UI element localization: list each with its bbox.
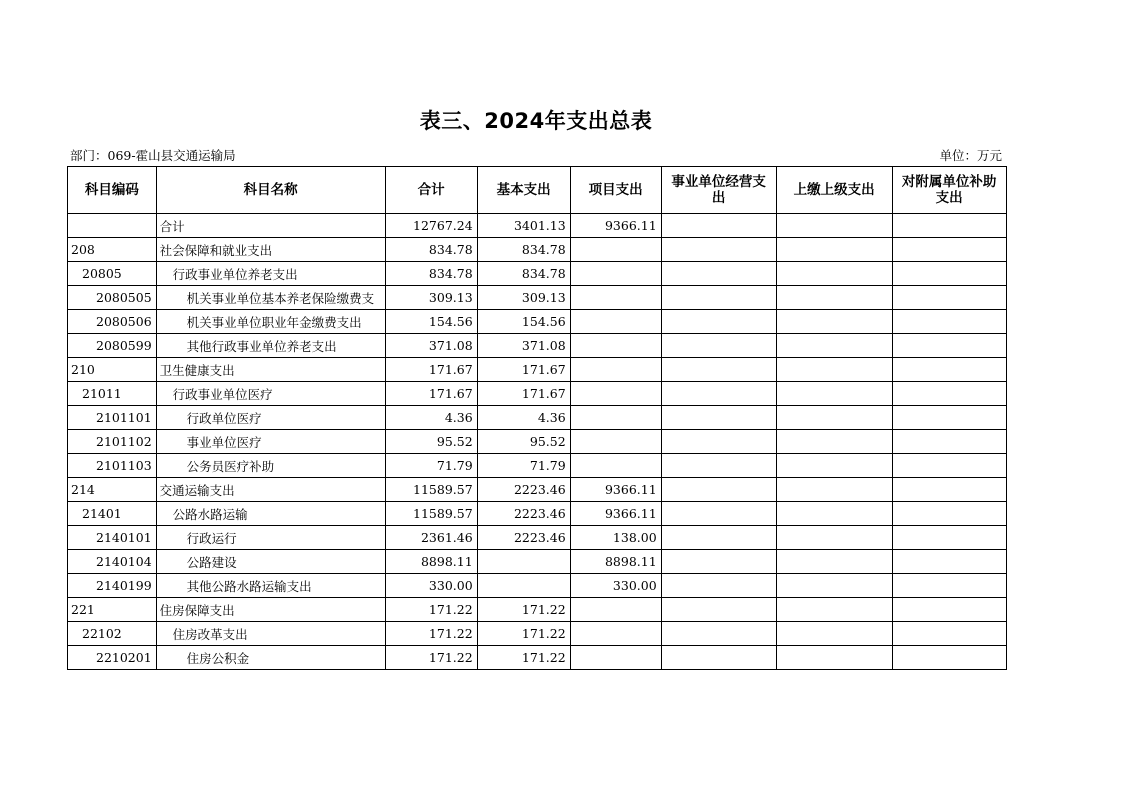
cell-code: 210 [68,358,157,382]
cell-name: 事业单位医疗 [156,430,385,454]
cell-upper [776,622,892,646]
cell-total: 11589.57 [385,502,477,526]
cell-basic: 171.67 [477,382,570,406]
table-header-row [68,167,1007,214]
cell-code: 2101103 [68,454,157,478]
unit-label: 单位：万元 [939,148,1002,163]
cell-project [570,454,661,478]
cell-project: 8898.11 [570,550,661,574]
table-row [68,646,1007,670]
cell-subsidy [892,310,1006,334]
cell-upper [776,310,892,334]
cell-name: 行政事业单位医疗 [156,382,385,406]
cell-subsidy [892,262,1006,286]
cell-subsidy [892,454,1006,478]
cell-business [661,502,776,526]
table-row [68,382,1007,406]
cell-upper [776,334,892,358]
table-row [68,358,1007,382]
cell-code: 21401 [68,502,157,526]
cell-total: 154.56 [385,310,477,334]
header-subsidy: 对附属单位补助支出 [892,167,1006,214]
table-row [68,502,1007,526]
cell-code: 2140199 [68,574,157,598]
expenditure-table [67,166,1007,670]
cell-total: 2361.46 [385,526,477,550]
cell-basic: 2223.46 [477,478,570,502]
cell-name: 卫生健康支出 [156,358,385,382]
cell-business [661,382,776,406]
cell-subsidy [892,286,1006,310]
cell-business [661,478,776,502]
cell-code: 2080505 [68,286,157,310]
cell-subsidy [892,406,1006,430]
cell-name: 住房公积金 [156,646,385,670]
cell-basic: 2223.46 [477,526,570,550]
cell-name: 其他行政事业单位养老支出 [156,334,385,358]
cell-subsidy [892,598,1006,622]
cell-name: 住房改革支出 [156,622,385,646]
cell-subsidy [892,622,1006,646]
table-row [68,622,1007,646]
cell-business [661,430,776,454]
cell-upper [776,262,892,286]
cell-upper [776,502,892,526]
cell-basic: 171.67 [477,358,570,382]
cell-business [661,238,776,262]
cell-name: 合计 [156,214,385,238]
table-row [68,214,1007,238]
cell-basic: 71.79 [477,454,570,478]
cell-name: 行政运行 [156,526,385,550]
cell-subsidy [892,214,1006,238]
header-upper: 上缴上级支出 [776,167,892,214]
cell-name: 公路水路运输 [156,502,385,526]
cell-project: 330.00 [570,574,661,598]
header-name: 科目名称 [156,167,385,214]
table-row [68,526,1007,550]
header-business: 事业单位经营支出 [661,167,776,214]
cell-total: 95.52 [385,430,477,454]
cell-business [661,334,776,358]
department-label: 部门：069-霍山县交通运输局 [70,148,236,163]
table-row [68,262,1007,286]
cell-code [68,214,157,238]
cell-basic: 171.22 [477,598,570,622]
table-row [68,454,1007,478]
cell-project: 9366.11 [570,478,661,502]
cell-total: 11589.57 [385,478,477,502]
cell-project [570,598,661,622]
cell-name: 公务员医疗补助 [156,454,385,478]
cell-project: 9366.11 [570,502,661,526]
table-row [68,478,1007,502]
cell-basic: 834.78 [477,262,570,286]
cell-upper [776,382,892,406]
cell-project [570,646,661,670]
cell-code: 2101102 [68,430,157,454]
cell-total: 171.22 [385,622,477,646]
cell-subsidy [892,334,1006,358]
cell-code: 2080599 [68,334,157,358]
table-row [68,238,1007,262]
cell-business [661,454,776,478]
cell-total: 171.67 [385,358,477,382]
cell-subsidy [892,358,1006,382]
cell-project [570,358,661,382]
cell-business [661,574,776,598]
cell-basic: 834.78 [477,238,570,262]
cell-upper [776,574,892,598]
cell-upper [776,238,892,262]
cell-name: 机关事业单位职业年金缴费支出 [156,310,385,334]
cell-subsidy [892,502,1006,526]
cell-code: 2140101 [68,526,157,550]
cell-subsidy [892,646,1006,670]
cell-project [570,334,661,358]
cell-upper [776,358,892,382]
table-row [68,574,1007,598]
cell-code: 20805 [68,262,157,286]
cell-business [661,622,776,646]
cell-basic: 3401.13 [477,214,570,238]
cell-business [661,358,776,382]
cell-basic: 371.08 [477,334,570,358]
cell-total: 834.78 [385,238,477,262]
cell-business [661,550,776,574]
table-row [68,310,1007,334]
cell-basic: 309.13 [477,286,570,310]
table-row [68,430,1007,454]
cell-upper [776,454,892,478]
cell-subsidy [892,478,1006,502]
cell-code: 221 [68,598,157,622]
table-row [68,334,1007,358]
cell-upper [776,478,892,502]
cell-basic: 171.22 [477,622,570,646]
cell-basic: 171.22 [477,646,570,670]
cell-business [661,406,776,430]
cell-code: 208 [68,238,157,262]
cell-basic: 95.52 [477,430,570,454]
cell-business [661,286,776,310]
cell-project [570,262,661,286]
cell-subsidy [892,574,1006,598]
cell-code: 2101101 [68,406,157,430]
cell-subsidy [892,550,1006,574]
header-code: 科目编码 [68,167,157,214]
header-total: 合计 [385,167,477,214]
cell-upper [776,430,892,454]
cell-total: 309.13 [385,286,477,310]
cell-name: 行政单位医疗 [156,406,385,430]
cell-basic: 154.56 [477,310,570,334]
cell-upper [776,598,892,622]
cell-total: 371.08 [385,334,477,358]
cell-business [661,526,776,550]
cell-business [661,598,776,622]
cell-name: 机关事业单位基本养老保险缴费支 [156,286,385,310]
cell-subsidy [892,526,1006,550]
cell-name: 行政事业单位养老支出 [156,262,385,286]
cell-project: 9366.11 [570,214,661,238]
cell-total: 171.67 [385,382,477,406]
cell-project [570,310,661,334]
cell-basic: 2223.46 [477,502,570,526]
table-row [68,550,1007,574]
cell-project [570,238,661,262]
cell-subsidy [892,382,1006,406]
cell-total: 4.36 [385,406,477,430]
page-title: 表三、2024年支出总表 [419,109,653,133]
header-basic: 基本支出 [477,167,570,214]
cell-basic: 4.36 [477,406,570,430]
cell-upper [776,214,892,238]
cell-total: 171.22 [385,646,477,670]
cell-code: 2210201 [68,646,157,670]
cell-basic [477,574,570,598]
table-row [68,406,1007,430]
cell-name: 社会保障和就业支出 [156,238,385,262]
cell-project: 138.00 [570,526,661,550]
cell-code: 2140104 [68,550,157,574]
cell-total: 834.78 [385,262,477,286]
cell-name: 其他公路水路运输支出 [156,574,385,598]
cell-upper [776,526,892,550]
cell-subsidy [892,238,1006,262]
cell-code: 21011 [68,382,157,406]
cell-business [661,310,776,334]
cell-project [570,622,661,646]
cell-upper [776,646,892,670]
cell-business [661,646,776,670]
cell-total: 171.22 [385,598,477,622]
cell-upper [776,406,892,430]
cell-code: 22102 [68,622,157,646]
cell-total: 330.00 [385,574,477,598]
table-row [68,286,1007,310]
cell-project [570,406,661,430]
cell-project [570,430,661,454]
table-row [68,598,1007,622]
cell-business [661,214,776,238]
cell-business [661,262,776,286]
header-project: 项目支出 [570,167,661,214]
cell-total: 71.79 [385,454,477,478]
table-body [68,214,1007,670]
cell-code: 214 [68,478,157,502]
cell-upper [776,286,892,310]
cell-subsidy [892,430,1006,454]
cell-code: 2080506 [68,310,157,334]
cell-upper [776,550,892,574]
cell-name: 公路建设 [156,550,385,574]
cell-project [570,382,661,406]
cell-name: 住房保障支出 [156,598,385,622]
cell-basic [477,550,570,574]
cell-total: 8898.11 [385,550,477,574]
cell-total: 12767.24 [385,214,477,238]
cell-name: 交通运输支出 [156,478,385,502]
cell-project [570,286,661,310]
